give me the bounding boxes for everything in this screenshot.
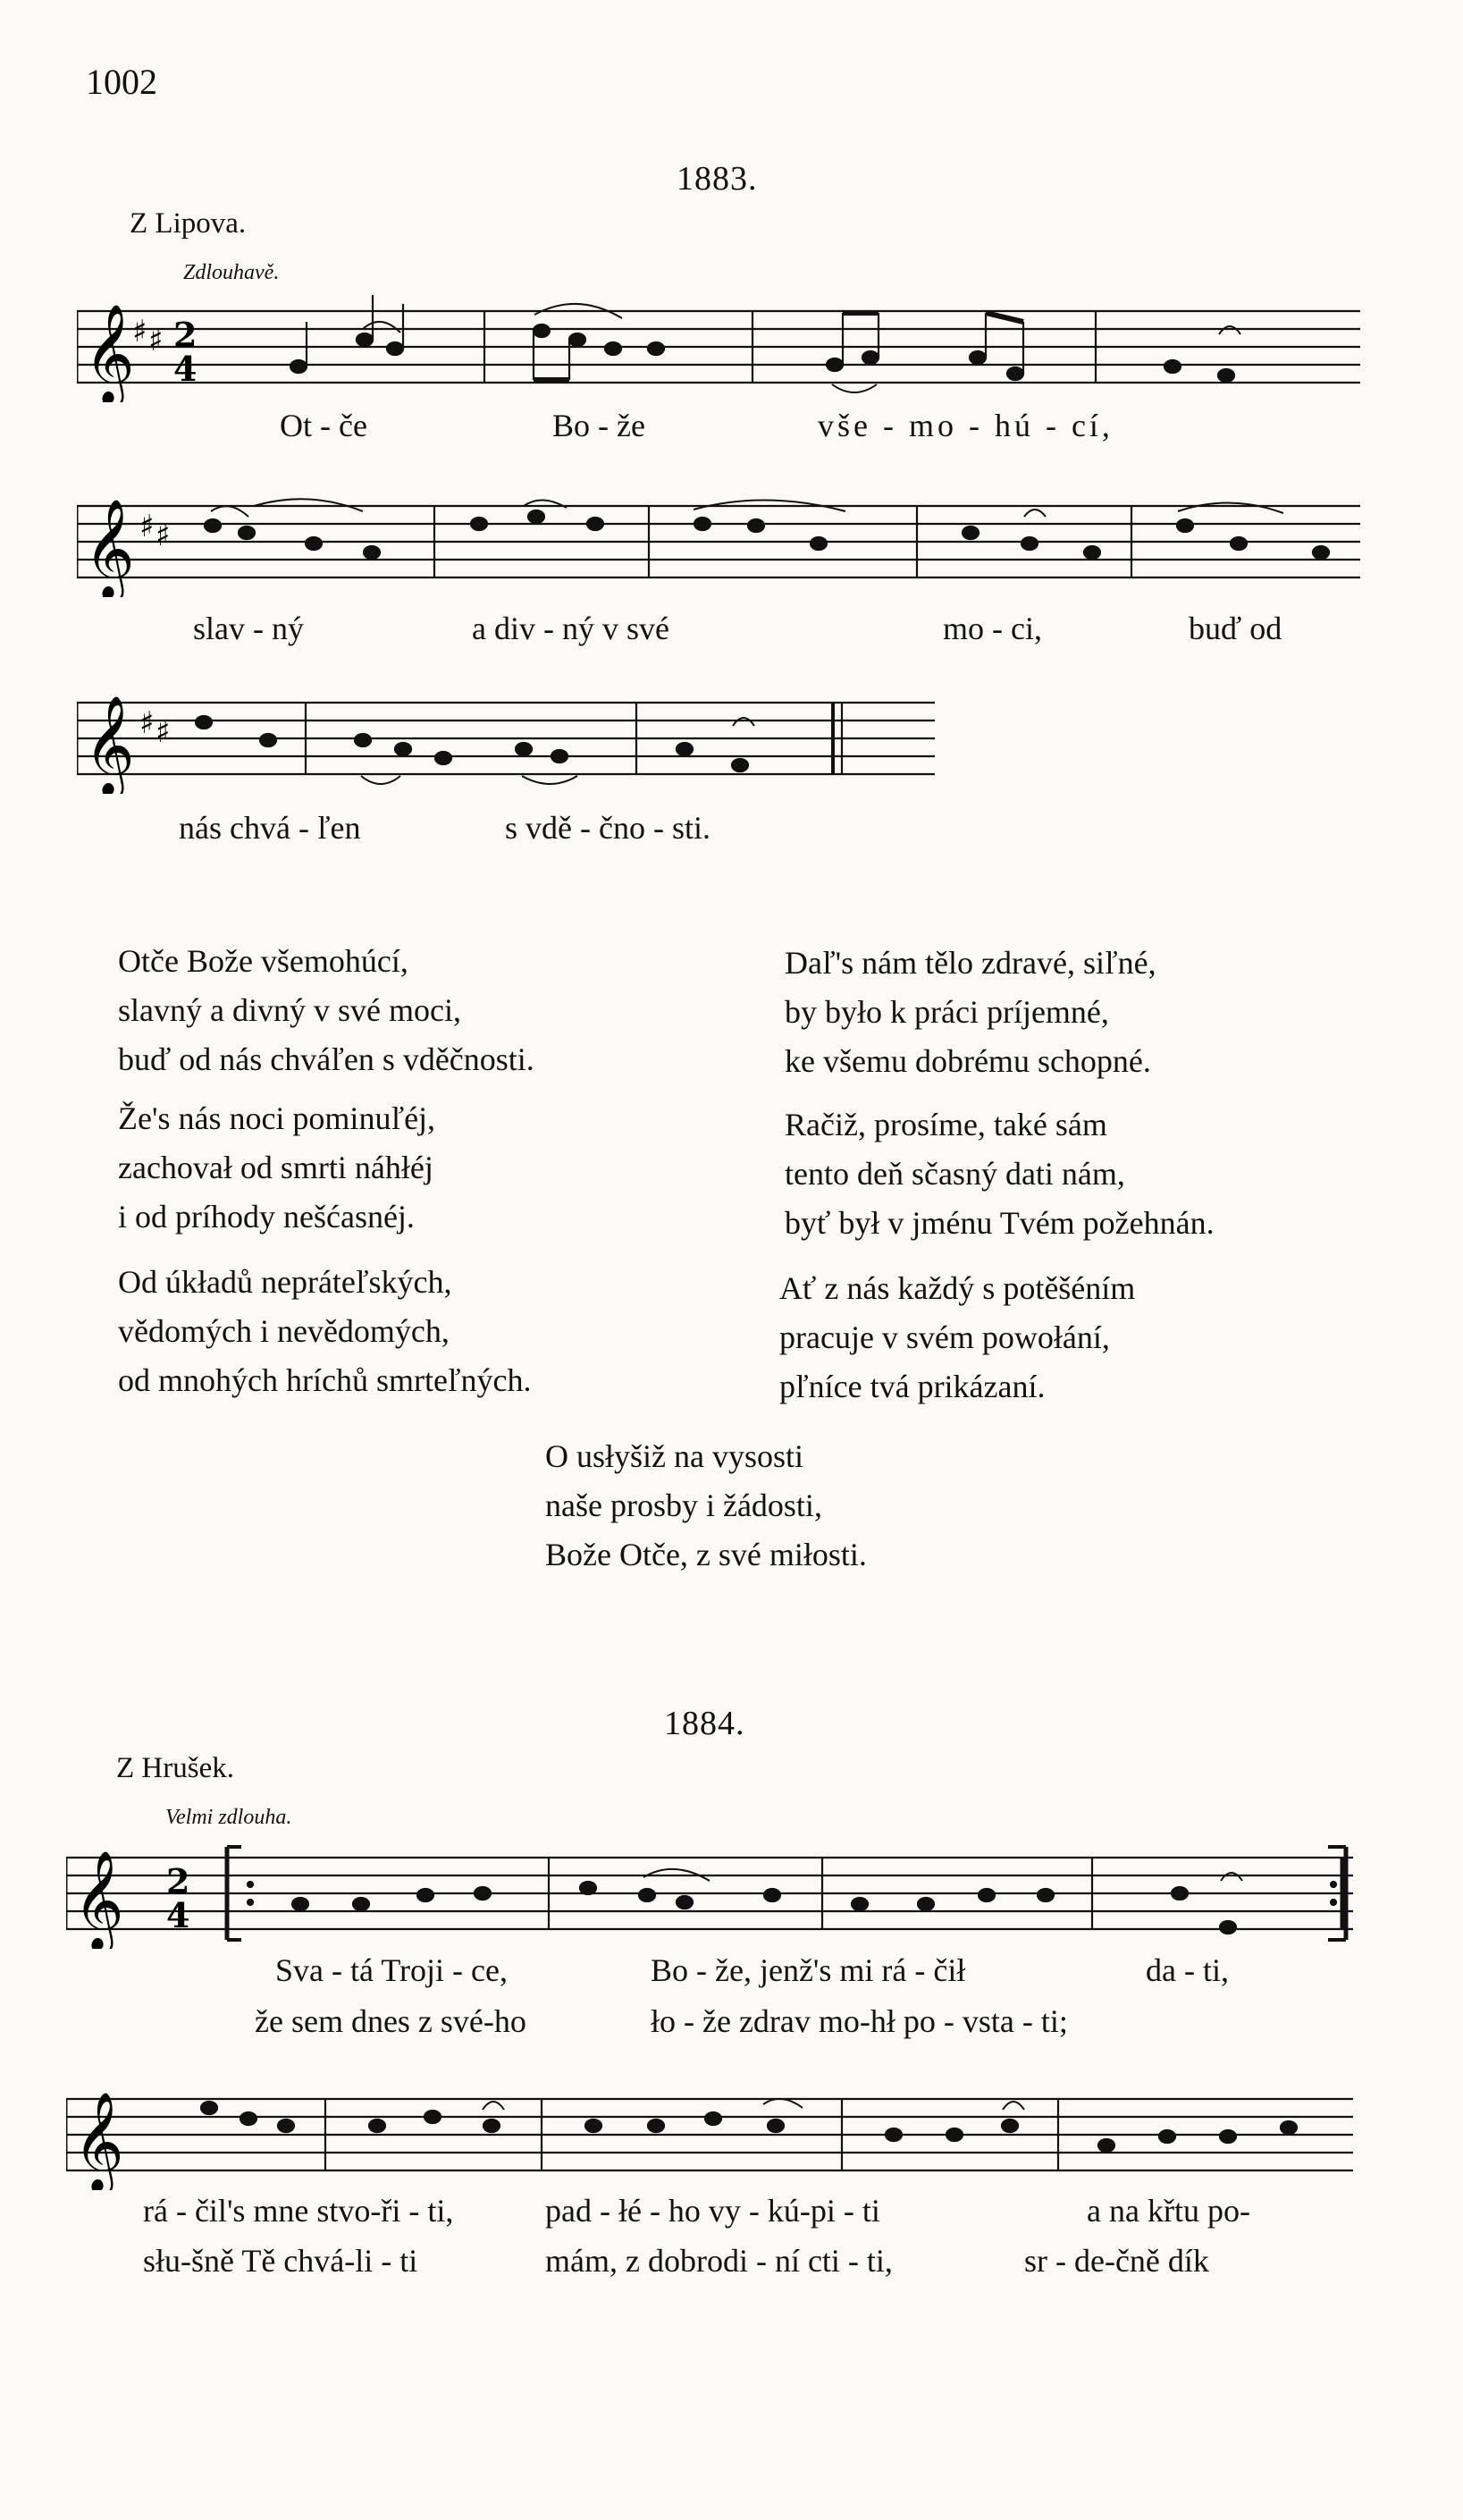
stanza-4: Od úkładů nepráteľských, vědomých i nevědomých, od mnohých hríchů smrteľných. [118, 1264, 532, 1398]
song-number: 1884. [664, 1705, 745, 1742]
tempo-marking: Zdlouhavě. [183, 261, 280, 284]
music-staff-4 [66, 1842, 1389, 1949]
sharp-icon: ♯ [156, 714, 171, 750]
song-number: 1883. [677, 160, 758, 198]
time-signature-bottom: 4 [173, 349, 198, 389]
sharp-icon: ♯ [139, 509, 155, 544]
music-staff-2 [77, 490, 1382, 597]
music-staff-1 [77, 295, 1382, 402]
sharp-icon: ♯ [156, 518, 171, 553]
page-number: 1002 [86, 62, 157, 102]
song-source: Z Hrušek. [116, 1752, 234, 1784]
sharp-icon: ♯ [139, 705, 155, 741]
song-source: Z Lipova. [130, 207, 247, 240]
time-signature-bottom: 4 [166, 1895, 190, 1935]
treble-clef-icon: 𝄞 [84, 498, 135, 597]
stanza-6: Račiž, prosíme, také sám tento deň sčasný dati nám, byť był v jménu Tvém požehnán. [785, 1107, 1215, 1241]
treble-clef-icon: 𝄞 [84, 695, 135, 794]
time-signature-top: 2 [173, 315, 198, 355]
sharp-icon: ♯ [132, 314, 147, 350]
stanza-8: O usłyšiž na vysosti naše prosby i žádosti, Bože Otče, z své miłosti. [545, 1438, 867, 1572]
sharp-icon: ♯ [148, 323, 164, 358]
treble-clef-icon: 𝄞 [73, 2091, 124, 2190]
stanza-7: Ať z nás každý s potěšéním pracuje v svém powołání, pľníce tvá prikázaní. [779, 1270, 1136, 1404]
music-staff-3 [77, 687, 953, 794]
stanza-5: Daľ's nám tělo zdravé, siľné, by było k práci príjemné, ke všemu dobrému schopné. [785, 945, 1156, 1079]
music-staff-5 [66, 2083, 1389, 2190]
treble-clef-icon: 𝄞 [73, 1850, 124, 1949]
stanza-2: Otče Bože všemohúcí, slavný a divný v své moci, buď od nás chváľen s vděčnosti. [118, 943, 534, 1077]
treble-clef-icon: 𝄞 [84, 303, 135, 402]
stanza-3: Že's nás noci pominuľéj, zachovał od smrti náhłéj i od príhody nešćasnéj. [118, 1100, 436, 1235]
tempo-marking: Velmi zdlouha. [165, 1806, 292, 1829]
time-signature-top: 2 [166, 1861, 190, 1901]
